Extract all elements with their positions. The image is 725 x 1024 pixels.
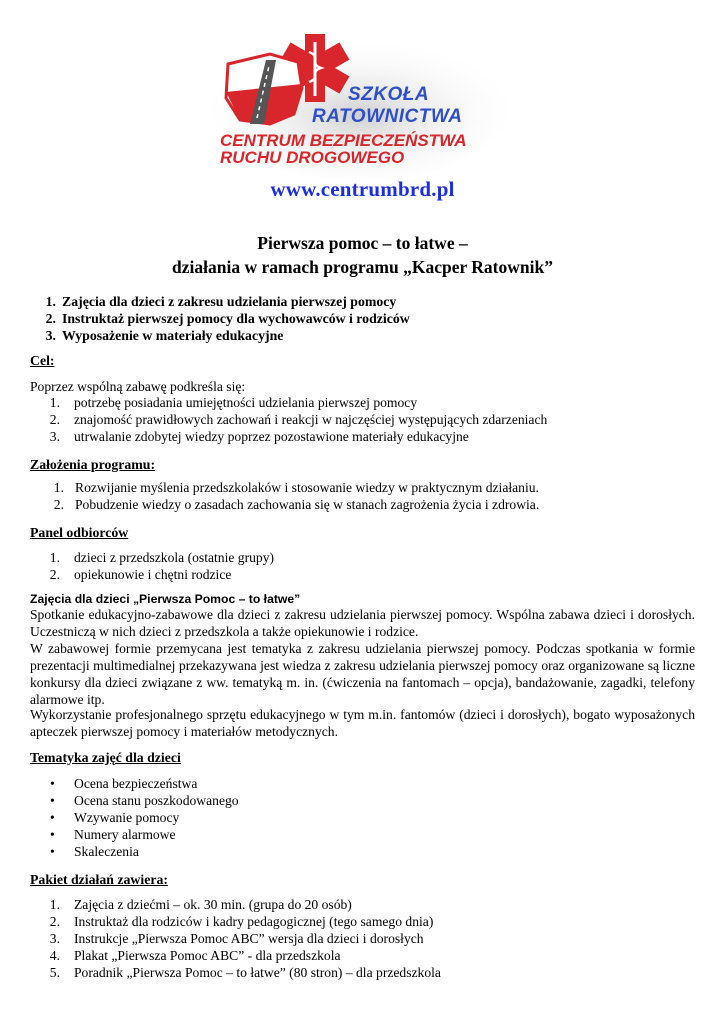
odbiorcy-heading: Panel odbiorców <box>30 525 129 540</box>
list-item: 3. Instrukcje „Pierwsza Pomoc ABC” wersja dla dzieci i dorosłych <box>49 931 424 946</box>
website-link[interactable]: www.centrumbrd.pl <box>270 177 455 201</box>
list-item: • Numery alarmowe <box>50 827 176 842</box>
list-item: • Ocena bezpieczeństwa <box>50 776 198 791</box>
zalozenia-heading: Założenia programu: <box>30 457 156 472</box>
tematyka-heading: Tematyka zajęć dla dzieci <box>30 750 181 765</box>
list-item: 1. potrzebę posiadania umiejętności udzielania pierwszej pomocy <box>49 395 418 410</box>
list-item: 2. znajomość prawidłowych zachowań i reakcji w najczęściej występujących zdarzeniach <box>49 412 548 427</box>
program-activities-list <box>30 293 695 344</box>
pakiet-heading: Pakiet działań zawiera: <box>30 872 168 887</box>
zajecia-heading: Zajęcia dla dzieci „Pierwsza Pomoc – to łatwe” <box>30 592 301 606</box>
list-item: • Ocena stanu poszkodowanego <box>50 793 239 808</box>
list-item: 1. Zajęcia dla dzieci z zakresu udzielania pierwszej pomocy <box>45 294 397 309</box>
school-logo <box>210 28 510 178</box>
list-item: 1. dzieci z przedszkola (ostatnie grupy) <box>49 550 275 565</box>
odbiorcy-list <box>30 549 695 583</box>
list-item: 3. Wyposażenie w materiały edukacyjne <box>45 328 284 343</box>
cel-heading: Cel: <box>30 353 55 368</box>
list-item: 1. Rozwijanie myślenia przedszkolaków i stosowanie wiedzy w praktycznym działaniu. <box>53 480 539 495</box>
logo-line-ratownictwa: RATOWNICTWA <box>312 106 463 127</box>
cel-intro: Poprzez wspólną zabawę podkreśla się: <box>30 379 246 394</box>
cel-list <box>30 394 695 445</box>
list-item: 2. Instruktaż pierwszej pomocy dla wychowawców i rodziców <box>45 311 410 326</box>
list-item: 3. utrwalanie zdobytej wiedzy poprzez pozostawione materiały edukacyjne <box>49 429 469 444</box>
list-item: • Wzywanie pomocy <box>50 810 180 825</box>
document-title <box>0 231 725 279</box>
list-item: 2. Instruktaż dla rodziców i kadry pedagogicznej (tego samego dnia) <box>49 914 434 929</box>
list-item: 2. opiekunowie i chętni rodzice <box>49 567 232 582</box>
zajecia-paragraph-3: Wykorzystanie profesjonalnego sprzętu edukacyjnego w tym m.in. fantomów (dzieci i dorosłych), bogato wyposażonych apteczek pierwszej pomocy i materiałów metodycznych. <box>30 707 695 739</box>
pakiet-list <box>30 896 695 981</box>
zajecia-paragraph-1: Spotkanie edukacyjno-zabawowe dla dzieci z zakresu udzielania pierwszej pomocy. Wspólna zabawa dzieci i dorosłych. Uczestniczą w nich dzieci z przedszkola a także opiekunowie i rodzice. <box>30 607 695 639</box>
zalozenia-list <box>30 479 695 513</box>
bullet-icon: • <box>50 810 55 825</box>
bullet-icon: • <box>50 827 55 842</box>
bullet-icon: • <box>50 844 55 859</box>
bullet-icon: • <box>50 793 55 808</box>
title-line-2: działania w ramach programu „Kacper Ratownik” <box>172 257 553 277</box>
list-item: 2. Pobudzenie wiedzy o zasadach zachowania się w stanach zagrożenia życia i zdrowia. <box>53 497 540 512</box>
bullet-icon: • <box>50 776 55 791</box>
zajecia-paragraph-2: W zabawowej formie przemycana jest tematyka z zakresu udzielania pierwszej pomocy. Podczas spotkania w formie prezentacji multimedialnej przekazywana jest wiedza z zakresu udzielania pierwszej pomocy oraz organizowane są liczne konkursy dla dzieci związane z ww. tematyką m. in. (ćwiczenia na fantomach – opcja), bandażowanie, zagadki, telefony alarmowe itp. <box>30 641 695 707</box>
list-item: 1. Zajęcia z dziećmi – ok. 30 min. (grupa do 20 osób) <box>49 897 352 912</box>
list-item: 4. Plakat „Pierwsza Pomoc ABC” - dla przedszkola <box>49 948 341 963</box>
logo-line-szkola: SZKOŁA <box>348 84 430 105</box>
list-item: 5. Poradnik „Pierwsza Pomoc – to łatwe” (80 stron) – dla przedszkola <box>49 965 441 980</box>
logo-line-ruchu: RUCHU DROGOWEGO <box>220 148 405 167</box>
list-item: • Skaleczenia <box>50 844 139 859</box>
logo-line-centrum: CENTRUM BEZPIECZEŃSTWA <box>220 131 467 150</box>
poland-map-icon <box>226 54 302 124</box>
title-line-1: Pierwsza pomoc – to łatwe – <box>257 233 468 253</box>
tematyka-list <box>30 775 695 860</box>
